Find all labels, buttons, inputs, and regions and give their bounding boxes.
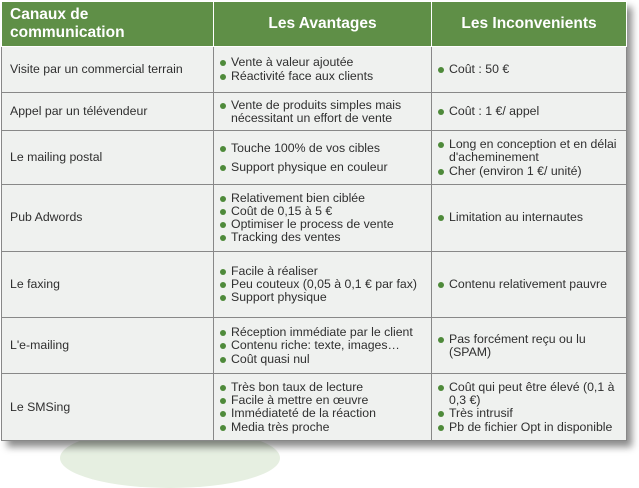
list-item: Tracking des ventes: [220, 231, 425, 244]
list-item: Relativement bien ciblée: [220, 192, 425, 205]
list-item: Long en conception et en délai d'acheminement: [438, 138, 620, 165]
disadvantages-cell: [432, 185, 627, 252]
channel-name: Le SMSing: [2, 374, 214, 441]
list-item: Facile à mettre en œuvre: [220, 394, 425, 407]
table-row: [2, 251, 627, 318]
advantages-cell: [214, 185, 432, 252]
list-item: Coût qui peut être élevé (0,1 à 0,3 €): [438, 381, 620, 408]
list-item: Peu couteux (0,05 à 0,1 € par fax): [220, 278, 425, 291]
disadvantages-cell: [432, 93, 627, 131]
list-item: Facile à réaliser: [220, 265, 425, 278]
list-item: Coût de 0,15 à 5 €: [220, 205, 425, 218]
table-row: [2, 185, 627, 252]
channel-name: Le faxing: [2, 251, 214, 318]
advantages-cell: [214, 374, 432, 441]
table-row: [2, 93, 627, 131]
channel-name: Pub Adwords: [2, 185, 214, 252]
advantages-cell: [214, 131, 432, 185]
list-item: Coût : 1 €/ appel: [438, 105, 620, 118]
advantages-cell: [214, 251, 432, 318]
list-item: Coût quasi nul: [220, 353, 425, 366]
disadvantages-cell: [432, 251, 627, 318]
advantages-cell: [214, 318, 432, 374]
list-item: Immédiateté de la réaction: [220, 407, 425, 420]
channel-name: Appel par un télévendeur: [2, 93, 214, 131]
advantages-cell: [214, 47, 432, 93]
list-item: Optimiser le process de vente: [220, 218, 425, 231]
list-item: Pb de fichier Opt in disponible: [438, 421, 620, 434]
comparison-table-frame: [1, 1, 626, 441]
table-row: [2, 47, 627, 93]
table-header-row: [2, 2, 627, 47]
list-item: Limitation au internautes: [438, 211, 620, 224]
list-item: Réactivité face aux clients: [220, 70, 425, 83]
list-item: Contenu relativement pauvre: [438, 278, 620, 291]
header-avantages: Les Avantages: [214, 2, 432, 47]
table-row: [2, 318, 627, 374]
list-item: Vente à valeur ajoutée: [220, 56, 425, 69]
list-item: Très intrusif: [438, 407, 620, 420]
disadvantages-cell: [432, 131, 627, 185]
disadvantages-cell: [432, 374, 627, 441]
list-item: Cher (environ 1 €/ unité): [438, 165, 620, 178]
header-inconvenients: Les Inconvenients: [432, 2, 627, 47]
channel-name: Visite par un commercial terrain: [2, 47, 214, 93]
list-item: Support physique en couleur: [220, 161, 425, 174]
list-item: Touche 100% de vos cibles: [220, 142, 425, 155]
list-item: Contenu riche: texte, images…: [220, 339, 425, 352]
communication-channels-table: [1, 1, 627, 441]
list-item: Media très proche: [220, 421, 425, 434]
advantages-cell: [214, 93, 432, 131]
list-item: Coût : 50 €: [438, 63, 620, 76]
list-item: Très bon taux de lecture: [220, 381, 425, 394]
header-canaux: Canaux de communication: [2, 2, 214, 47]
table-row: [2, 374, 627, 441]
list-item: Réception immédiate par le client: [220, 326, 425, 339]
table-row: [2, 131, 627, 185]
disadvantages-cell: [432, 47, 627, 93]
channel-name: L'e-mailing: [2, 318, 214, 374]
list-item: Pas forcément reçu ou lu (SPAM): [438, 333, 620, 360]
channel-name: Le mailing postal: [2, 131, 214, 185]
list-item: Vente de produits simples mais nécessitant un effort de vente: [220, 99, 425, 126]
list-item: Support physique: [220, 291, 425, 304]
disadvantages-cell: [432, 318, 627, 374]
